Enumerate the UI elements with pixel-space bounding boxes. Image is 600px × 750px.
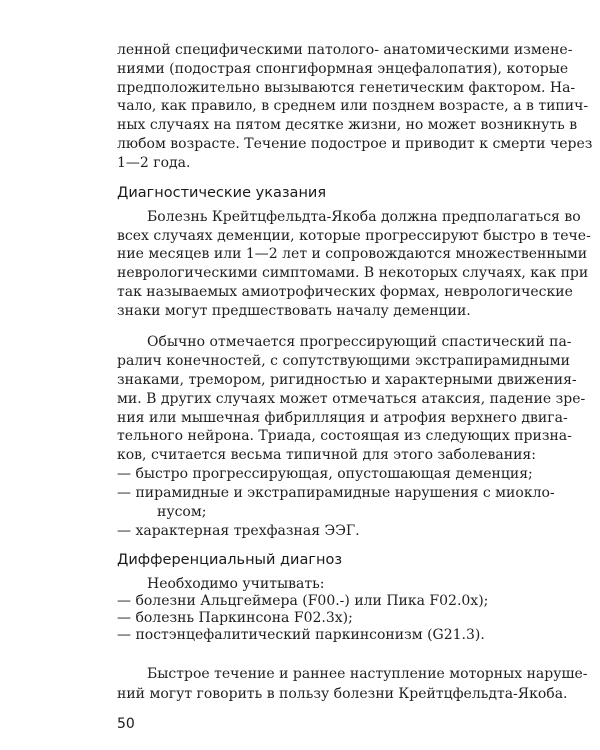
text-line: ний могут говорить в пользу болезни Крейтцфельдта-Якоба. [117, 686, 568, 702]
text-line: любом возрасте. Течение подострое и приводит к смерти через [117, 136, 593, 152]
text-line: Быстрое течение и раннее наступление моторных наруше- [147, 666, 588, 682]
text-line: так называемых амиотрофических формах, неврологические [117, 284, 573, 300]
text-line: тельного нейрона. Триада, состоящая из следующих призна- [117, 428, 572, 444]
list-item-continuation: нусом; [157, 504, 207, 520]
text-line: ленной специфическими патолого- анатомическими измене- [117, 42, 573, 58]
text-line: ми. В других случаях может отмечаться атаксия, падение зре- [117, 391, 586, 407]
text-line: ние месяцев или 1—2 лет и сопровождаются множественными [117, 246, 588, 262]
section-heading: Дифференциальный диагноз [117, 552, 343, 568]
text-line: предположительно вызываются генетическим фактором. На- [117, 80, 576, 96]
text-line: ралич конечностей, с сопутствующими экстрапирамидными [117, 353, 570, 369]
text-line: ков, считается весьма типичной для этого заболевания: [117, 447, 536, 463]
section-heading: Диагностические указания [117, 185, 327, 201]
text-line: ниями (подострая спонгиформная энцефалопатия), которые [117, 61, 569, 77]
text-line: чало, как правило, в среднем или позднем возрасте, а в типич- [117, 98, 589, 114]
list-item: — постэнцефалитический паркинсонизм (G21.3). [117, 627, 485, 643]
text-line: Обычно отмечается прогрессирующий спастический па- [147, 334, 572, 350]
text-line: ных случаях на пятом десятке жизни, но может возникнуть в [117, 117, 578, 133]
list-item: — характерная трехфазная ЭЭГ. [117, 523, 360, 539]
text-line: всех случаях деменции, которые прогрессируют быстро в тече- [117, 228, 591, 244]
text-line: знаки могут предшествовать началу деменции. [117, 303, 471, 319]
text-line: 1—2 года. [117, 155, 191, 171]
text-line: неврологическими симптомами. В некоторых случаях, как при [117, 265, 589, 281]
list-item: — пирамидные и экстрапирамидные нарушения с миокло- [117, 485, 555, 501]
text-line: Необходимо учитывать: [147, 576, 325, 592]
text-line: знаками, тремором, ригидностью и характерными движения- [117, 372, 577, 388]
page-number: 50 [117, 716, 135, 732]
text-line: Болезнь Крейтцфельдта-Якоба должна предполагаться во [147, 209, 581, 225]
list-item: — болезнь Паркинсона F02.3x); [117, 610, 353, 626]
text-line: ния или мышечная фибрилляция и атрофия верхнего двига- [117, 410, 568, 426]
list-item: — болезни Альцгеймера (F00.-) или Пика F02.0x); [117, 593, 489, 609]
list-item: — быстро прогрессирующая, опустошающая деменция; [117, 466, 533, 482]
